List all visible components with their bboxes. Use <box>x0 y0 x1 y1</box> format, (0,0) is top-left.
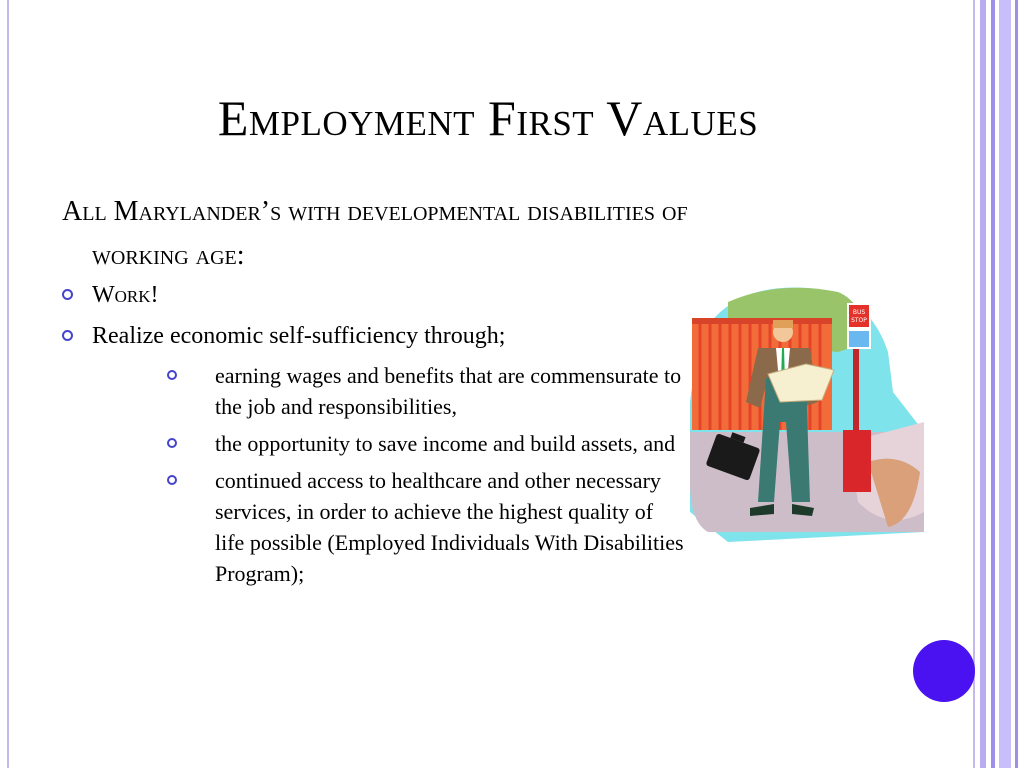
bullet-text: Work! <box>92 282 159 308</box>
sub-bullet-text: earning wages and benefits that are commensurate to the job and responsibilities, <box>215 363 682 419</box>
decorative-circle <box>913 640 975 702</box>
sub-bullet-icon <box>167 438 177 448</box>
sub-bullet-item <box>165 428 685 459</box>
sub-bullet-icon <box>167 370 177 380</box>
border-stripe <box>980 0 986 768</box>
svg-text:STOP: STOP <box>851 317 867 324</box>
border-stripe <box>991 0 995 768</box>
border-stripe <box>1015 0 1018 768</box>
border-stripe <box>999 0 1011 768</box>
bullet-text: Realize economic self-sufficiency through; <box>92 323 506 349</box>
man-at-bus-stop-icon <box>688 282 924 544</box>
sub-bullet-text: continued access to healthcare and other necessary services, in order to achieve the highest quality of life possible (Employed Individuals With Disabilities Program); <box>215 468 684 586</box>
sub-bullet-item <box>165 360 685 422</box>
sub-bullet-icon <box>167 475 177 485</box>
sub-bullet-item <box>165 465 685 589</box>
sub-bullet-list <box>165 360 685 595</box>
bullet-icon <box>62 330 73 341</box>
slide-title: Employment First Values <box>217 90 759 146</box>
bullet-icon <box>62 289 73 300</box>
bus-stop-sign-text: BUS <box>852 309 866 316</box>
sub-bullet-text: the opportunity to save income and build assets, and <box>215 431 676 456</box>
intro-text: All Marylander’s with developmental disabilities of working age: <box>62 196 688 271</box>
